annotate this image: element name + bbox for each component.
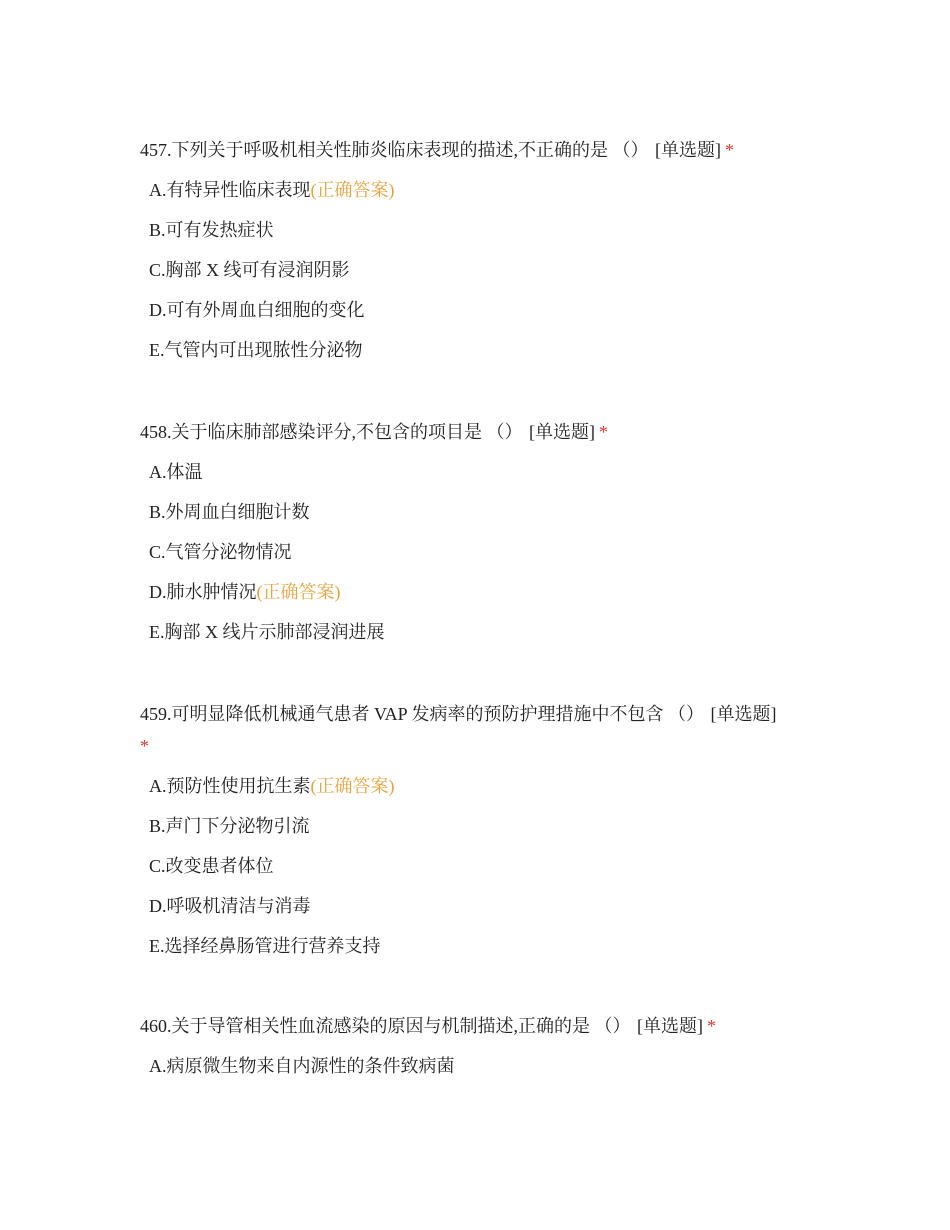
- option-c: [149, 540, 810, 580]
- question-458: [140, 416, 810, 660]
- option-list: [140, 1054, 810, 1094]
- option-label: D.可有外周血白细胞的变化: [149, 300, 365, 320]
- option-c: [149, 854, 810, 894]
- question-stem: [140, 698, 810, 762]
- question-text: 458.关于临床肺部感染评分,不包含的项目是 （）: [140, 422, 523, 442]
- correct-answer-tag: (正确答案): [310, 776, 395, 796]
- option-label: B.可有发热症状: [149, 220, 274, 240]
- option-label: B.外周血白细胞计数: [149, 502, 310, 522]
- option-b: [149, 218, 810, 258]
- correct-answer-tag: (正确答案): [256, 582, 341, 602]
- required-mark: *: [707, 1016, 716, 1036]
- option-a: [149, 774, 810, 814]
- question-type: [单选题]: [529, 422, 595, 442]
- question-type: [单选题]: [710, 704, 777, 724]
- option-label: A.预防性使用抗生素: [149, 776, 311, 796]
- option-list: [140, 774, 810, 974]
- question-stem: [140, 1010, 810, 1042]
- question-stem: [140, 416, 810, 448]
- question-stem: [140, 134, 810, 166]
- option-c: [149, 258, 810, 298]
- option-list: [140, 460, 810, 660]
- option-a: [149, 1054, 810, 1094]
- option-label: D.肺水肿情况: [149, 582, 257, 602]
- option-e: [149, 934, 810, 974]
- option-d: [149, 894, 810, 934]
- option-label: E.气管内可出现脓性分泌物: [149, 340, 363, 360]
- option-label: C.胸部 X 线可有浸润阴影: [149, 260, 350, 280]
- option-b: [149, 500, 810, 540]
- option-a: [149, 460, 810, 500]
- correct-answer-tag: (正确答案): [310, 180, 395, 200]
- option-label: E.选择经鼻肠管进行营养支持: [149, 936, 381, 956]
- option-d: [149, 298, 810, 338]
- option-a: [149, 178, 810, 218]
- option-label: B.声门下分泌物引流: [149, 816, 310, 836]
- question-460: [140, 1010, 810, 1094]
- option-label: E.胸部 X 线片示肺部浸润进展: [149, 622, 385, 642]
- option-d: [149, 580, 810, 620]
- option-b: [149, 814, 810, 854]
- question-459: [140, 698, 810, 974]
- required-mark: *: [725, 140, 734, 160]
- question-text: 457.下列关于呼吸机相关性肺炎临床表现的描述,不正确的是 （）: [140, 140, 649, 160]
- required-mark: *: [599, 422, 608, 442]
- question-text: 459.可明显降低机械通气患者 VAP 发病率的预防护理措施中不包含 （）: [140, 704, 705, 724]
- option-e: [149, 338, 810, 378]
- option-list: [140, 178, 810, 378]
- option-label: A.病原微生物来自内源性的条件致病菌: [149, 1056, 455, 1076]
- question-type: [单选题]: [655, 140, 721, 160]
- question-text: 460.关于导管相关性血流感染的原因与机制描述,正确的是 （）: [140, 1016, 631, 1036]
- option-e: [149, 620, 810, 660]
- question-type: [单选题]: [637, 1016, 703, 1036]
- option-label: A.有特异性临床表现: [149, 180, 311, 200]
- option-label: C.气管分泌物情况: [149, 542, 292, 562]
- question-457: [140, 134, 810, 378]
- option-label: A.体温: [149, 462, 203, 482]
- required-mark: *: [140, 736, 149, 756]
- option-label: C.改变患者体位: [149, 856, 274, 876]
- option-label: D.呼吸机清洁与消毒: [149, 896, 311, 916]
